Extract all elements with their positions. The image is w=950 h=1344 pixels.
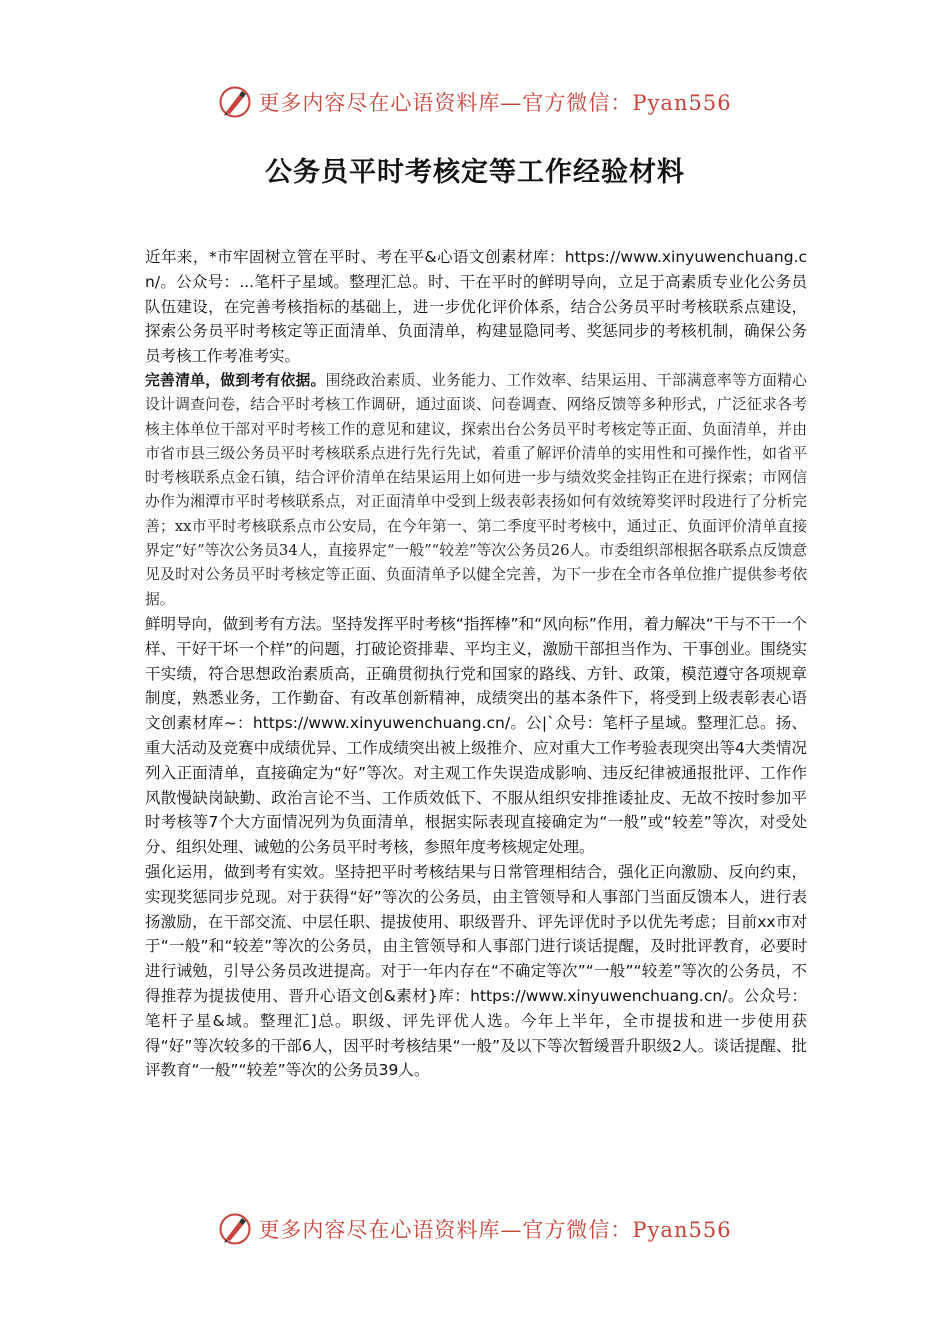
- footer-banner: [0, 1209, 950, 1249]
- pen-logo-icon: [218, 85, 252, 119]
- paragraph-text: 强化运用，做到考有实效。坚持把平时考核结果与日常管理相结合，强化正向激励、反向约束，实现奖惩同步兑现。对于获得“好”等次的公务员，由主管领导和人事部门当面反馈本人，进行表扬激励，在干部交流、中层任职、提拔使用、职级晋升、评先评优时予以优先考虑；目前xx市对于“一般”和“较差”等次的公务员，由主管领导和人事部门进行谈话提醒，及时批评教育，必要时进行诫勉，引导公务员改进提高。对于一年内存在“不确定等次”“一般”“较差”等次的公务员，不得推荐为提拔使用、晋升心语文创&素材}库：https://www.xinyuwenchuang.cn/。公众号：笔杆子星&域。整理汇]总。职级、评先评优人选。今年上半年，全市提拔和进一步使用获得“好”等次较多的干部6人，因平时考核结果“一般”及以下等次暂缓晋升职级2人。谈话提醒、批评教育“一般”“较差”等次的公务员39人。: [145, 862, 807, 1080]
- document-title: 公务员平时考核定等工作经验材料: [265, 157, 685, 188]
- paragraph-guidance: [145, 612, 807, 860]
- paragraph-checklist: [145, 369, 807, 612]
- footer-banner-text: 更多内容尽在心语资料库—官方微信：Pyan556: [258, 1218, 732, 1242]
- paragraph-lead: 完善清单，做到考有依据。: [145, 371, 326, 389]
- paragraph-intro: [145, 245, 807, 369]
- paragraph-text: 鲜明导向，做到考有方法。坚持发挥平时考核“指挥棒”和“风向标”作用，着力解决“干与不干一个样、干好干坏一个样”的问题，打破论资排辈、平均主义，激励干部担当作为、干事创业。围绕实干实绩，符合思想政治素质高，正确贯彻执行党和国家的路线、方针、政策，模范遵守各项规章制度，熟悉业务，工作勤奋、有改革创新精神，成绩突出的基本条件下，将受到上级表彰表心语文创素材库~：https://www.xinyuwenchuang.cn/。公|`众号：笔杆子星域。整理汇总。扬、重大活动及竞赛中成绩优异、工作成绩突出被上级推介、应对重大工作考验表现突出等4大类情况列入正面清单，直接确定为“好”等次。对主观工作失误造成影响、违反纪律被通报批评、工作作风散慢缺岗缺勤、政治言论不当、工作质效低下、不服从组织安排推诿扯皮、无故不按时参加平时考核等7个大方面情况列为负面清单，根据实际表现直接确定为“一般”或“较差”等次，对受处分、组织处理、诫勉的公务员平时考核，参照年度考核规定处理。: [145, 614, 807, 857]
- header-banner-text: 更多内容尽在心语资料库—官方微信：Pyan556: [258, 91, 732, 115]
- pen-logo-icon: [218, 1212, 252, 1246]
- document-body: [145, 245, 807, 1083]
- paragraph-application: [145, 860, 807, 1083]
- paragraph-text: 近年来，*市牢固树立管在平时、考在平&心语文创素材库：https://www.xinyuwenchuang.cn/。公众号：...笔杆子星域。整理汇总。时、干在平时的鲜明导向，立足于高素质专业化公务员队伍建设，在完善考核指标的基础上，进一步优化评价体系，结合公务员平时考核联系点建设，探索公务员平时考核定等正面清单、负面清单，构建显隐同考、奖惩同步的考核机制，确保公务员考核工作考准考实。: [145, 248, 807, 366]
- header-banner: [0, 82, 950, 122]
- paragraph-text: 围绕政治素质、业务能力、工作效率、结果运用、干部满意率等方面精心设计调查问卷，结合平时考核工作调研，通过面谈、问卷调查、网络反馈等多种形式，广泛征求各考核主体单位干部对平时考核工作的意见和建议，探索出台公务员平时考核定等正面、负面清单，并由市省市县三级公务员平时考核联系点进行先行先试，着重了解评价清单的实用性和可操作性，如省平时考核联系点金石镇，结合评价清单在结果运用上如何进一步与绩效奖金挂钩正在进行探索；市网信办作为湘潭市平时考核联系点，对正面清单中受到上级表彰表扬如何有效统筹奖评时段进行了分析完善；xx市平时考核联系点市公安局，在今年第一、第二季度平时考核中，通过正、负面评价清单直接界定“好”等次公务员34人，直接界定“一般”“较差”等次公务员26人。市委组织部根据各联系点反馈意见及时对公务员平时考核定等正面、负面清单予以健全完善，为下一步在全市各单位推广提供参考依据。: [145, 371, 807, 608]
